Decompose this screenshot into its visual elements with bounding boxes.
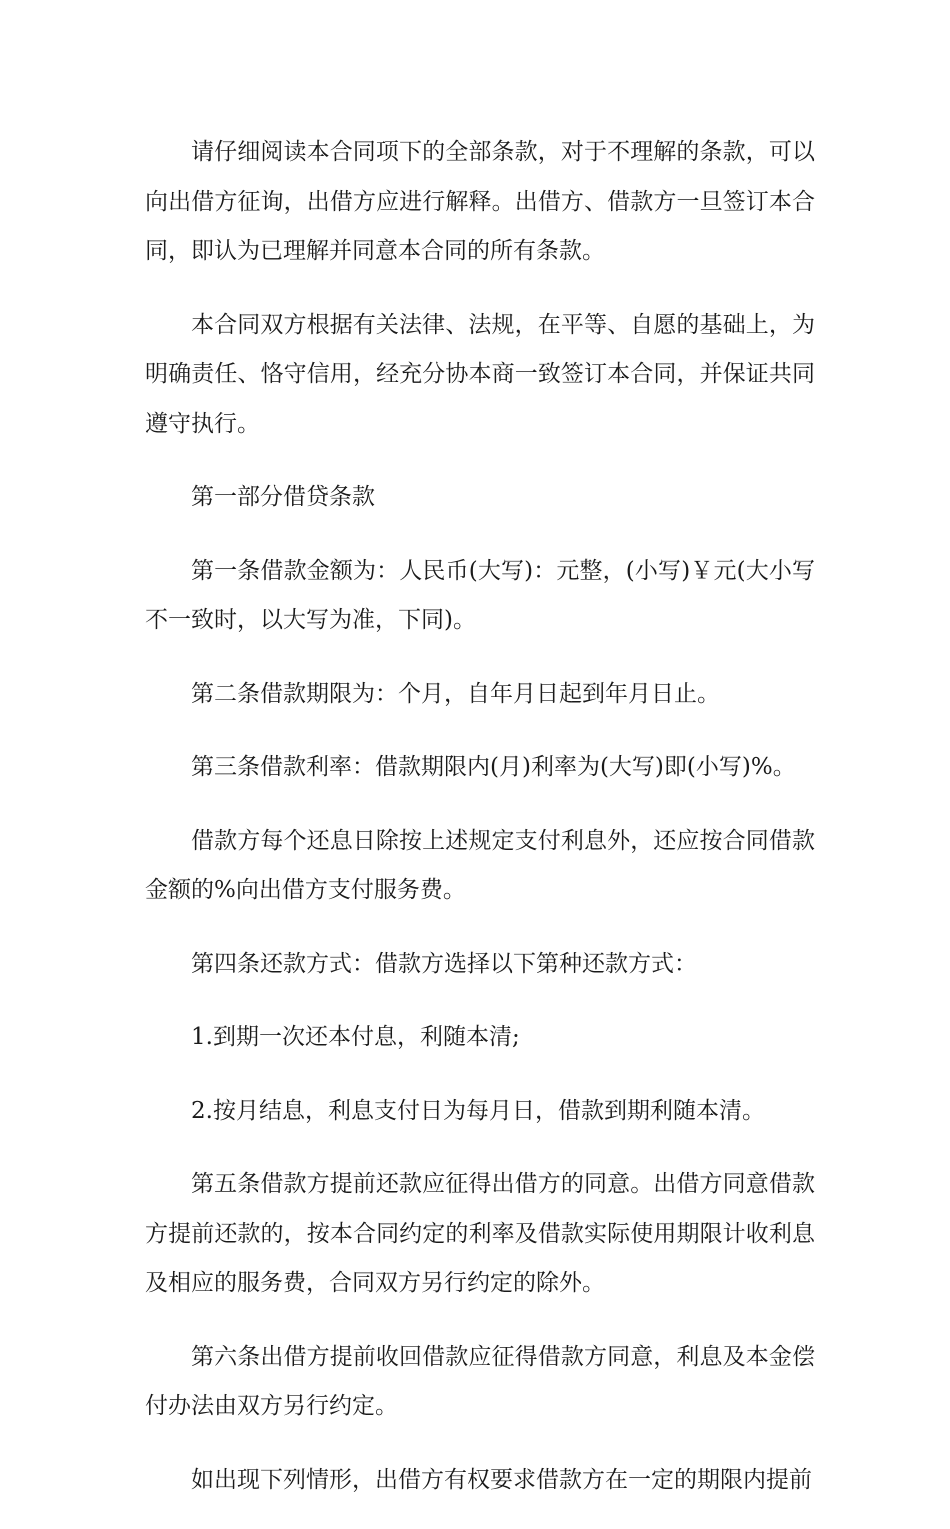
paragraph-reading-notice: 请仔细阅读本合同项下的全部条款，对于不理解的条款，可以向出借方征询，出借方应进行解释。出借方、借款方一旦签订本合同，即认为已理解并同意本合同的所有条款。 [145, 139, 815, 264]
paragraph-service-fee: 借款方每个还息日除按上述规定支付利息外，还应按合同借款金额的%向出借方支付服务费。 [145, 827, 815, 903]
paragraph-recall-conditions: 如出现下列情形，出借方有权要求借款方在一定的期限内提前 [191, 1466, 812, 1493]
article-1-loan-amount: 第一条借款金额为：人民币(大写)：元整，(小写)￥元(大小写不一致时，以大写为准，下同)。 [145, 557, 815, 633]
list-item-repayment-option-2: 2.按月结息，利息支付日为每月日，借款到期利随本清。 [191, 1097, 765, 1124]
article-6-early-recall: 第六条出借方提前收回借款应征得借款方同意，利息及本金偿付办法由双方另行约定。 [145, 1343, 815, 1419]
list-item-repayment-option-1: 1.到期一次还本付息，利随本清; [191, 1024, 520, 1050]
article-4-repayment-method: 第四条还款方式：借款方选择以下第种还款方式： [191, 950, 697, 977]
document-page [145, 128, 815, 1529]
section-heading-loan-terms: 第一部分借贷条款 [191, 484, 375, 510]
paragraph-contract-basis: 本合同双方根据有关法律、法规，在平等、自愿的基础上，为明确责任、恪守信用，经充分协本商一致签订本合同，并保证共同遵守执行。 [145, 311, 815, 437]
article-5-early-repayment: 第五条借款方提前还款应征得出借方的同意。出借方同意借款方提前还款的，按本合同约定的利率及借款实际使用期限计收利息及相应的服务费，合同双方另行约定的除外。 [145, 1171, 815, 1296]
article-3-interest-rate: 第三条借款利率：借款期限内(月)利率为(大写)即(小写)%。 [191, 754, 796, 780]
article-2-loan-term: 第二条借款期限为：个月，自年月日起到年月日止。 [191, 680, 720, 707]
